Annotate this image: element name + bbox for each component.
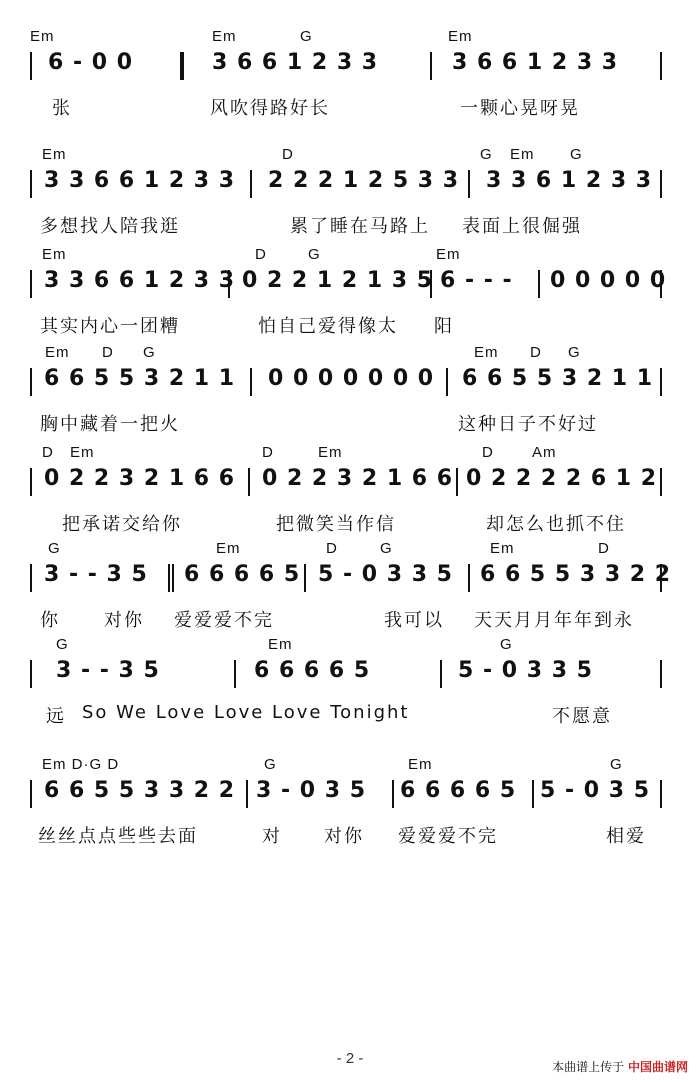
barline: [182, 52, 184, 80]
lyric-line: 把微笑当作信: [276, 514, 396, 535]
lyric-line: 对你: [324, 826, 364, 847]
lyric-line: 天天月月年年到永: [474, 610, 634, 631]
lyric-line: 这种日子不好过: [458, 414, 598, 435]
chord-symbol: Em: [30, 28, 55, 45]
lyric-line: 把承诺交给你: [62, 514, 182, 535]
score-system: [0, 756, 700, 846]
barline: [430, 52, 432, 80]
source-credit: [552, 1058, 688, 1075]
score-system: [0, 344, 700, 434]
score-system: [0, 636, 700, 726]
chord-symbol: G: [500, 636, 513, 653]
notation-measure: 5 - 0 3 5: [540, 778, 650, 803]
notation-measure: 6 - - -: [440, 268, 513, 293]
lyric-line: 多想找人陪我逛: [40, 216, 180, 237]
lyric-line: 其实内心一团糟: [40, 316, 180, 337]
score-system: [0, 540, 700, 630]
chord-symbol: G: [480, 146, 493, 163]
chord-symbol: Em: [436, 246, 461, 263]
barline: [248, 468, 250, 496]
notation-measure: 3 6 6 1 2 3 3: [452, 50, 619, 75]
notation-measure: 6 - 0 0: [48, 50, 134, 75]
barline: [538, 270, 540, 298]
chord-symbol: Em: [408, 756, 433, 773]
chord-symbol: D: [262, 444, 274, 461]
lyric-line: 胸中藏着一把火: [40, 414, 180, 435]
chord-symbol: G: [48, 540, 61, 557]
lyric-line: 对你: [104, 610, 144, 631]
notation-measure: 3 3 6 6 1 2 3 3: [44, 168, 236, 193]
chord-symbol: G: [300, 28, 313, 45]
chord-symbol: D: [326, 540, 338, 557]
score-system: [0, 246, 700, 336]
lyric-line: 累了睡在马路上: [290, 216, 430, 237]
barline: [456, 468, 458, 496]
notation-measure: 6 6 5 5 3 3 2 2: [480, 562, 672, 587]
barline: [660, 660, 662, 688]
chord-symbol: Em: [45, 344, 70, 361]
notation-measure: 3 6 6 1 2 3 3: [212, 50, 379, 75]
notation-measure: 2 2 2 1 2 5 3 3: [268, 168, 460, 193]
chord-symbol: D: [482, 444, 494, 461]
notation-measure: 0 2 2 3 2 1 6 6: [262, 466, 454, 491]
lyric-line: 张: [52, 98, 72, 119]
barline: [532, 780, 534, 808]
barline: [660, 468, 662, 496]
notation-measure: 5 - 0 3 3 5: [458, 658, 593, 683]
lyric-line: 我可以: [384, 610, 444, 631]
barline: [30, 564, 32, 592]
lyric-line: So We Love Love Love Tonight: [82, 702, 410, 723]
barline: [660, 368, 662, 396]
barline: [660, 780, 662, 808]
chord-symbol: Em: [318, 444, 343, 461]
score-system: [0, 28, 700, 118]
chord-symbol: G: [143, 344, 156, 361]
chord-symbol: Em: [448, 28, 473, 45]
chord-symbol: D: [282, 146, 294, 163]
lyric-line: 爱爱爱不完: [398, 826, 498, 847]
chord-symbol: D: [42, 444, 54, 461]
notation-measure: 0 0 0 0 0 0 0: [268, 366, 435, 391]
notation-measure: 3 3 6 6 1 2 3 3: [44, 268, 236, 293]
score-system: [0, 444, 700, 534]
barline: [392, 780, 394, 808]
notation-measure: 5 - 0 3 3 5: [318, 562, 453, 587]
lyric-line: 不愿意: [552, 706, 612, 727]
barline: [30, 660, 32, 688]
lyric-line: 怕自己爱得像太: [258, 316, 398, 337]
barline: [172, 564, 174, 592]
chord-symbol: Em: [42, 246, 67, 263]
lyric-line: 远: [46, 706, 66, 727]
chord-symbol: Em: [216, 540, 241, 557]
chord-symbol: Em: [268, 636, 293, 653]
source-brand: 中国曲谱网: [627, 1060, 688, 1074]
chord-symbol: G: [568, 344, 581, 361]
source-label: 本曲谱上传于: [552, 1060, 625, 1074]
chord-symbol: G: [264, 756, 277, 773]
notation-measure: 0 2 2 3 2 1 6 6: [44, 466, 236, 491]
chord-symbol: Em: [42, 146, 67, 163]
chord-symbol: Em: [490, 540, 515, 557]
notation-measure: 3 - - 3 5: [56, 658, 160, 683]
barline: [168, 564, 170, 592]
chord-symbol: G: [610, 756, 623, 773]
barline: [468, 170, 470, 198]
chord-symbol: D: [598, 540, 610, 557]
barline: [30, 780, 32, 808]
barline: [30, 468, 32, 496]
notation-measure: 6 6 5 5 3 2 1 1: [44, 366, 236, 391]
lyric-line: 对: [262, 826, 282, 847]
barline: [30, 170, 32, 198]
notation-measure: 6 6 5 5 3 2 1 1: [462, 366, 654, 391]
barline: [660, 52, 662, 80]
lyric-line: 一颗心晃呀晃: [460, 98, 580, 119]
barline: [30, 368, 32, 396]
barline: [30, 52, 32, 80]
lyric-line: 阳: [434, 316, 454, 337]
chord-symbol: D: [102, 344, 114, 361]
notation-measure: 6 6 6 6 5: [254, 658, 371, 683]
notation-measure: 6 6 6 6 5: [184, 562, 301, 587]
lyric-line: 丝丝点点些些去面: [38, 826, 198, 847]
chord-symbol: Em: [510, 146, 535, 163]
barline: [30, 270, 32, 298]
chord-symbol: G: [56, 636, 69, 653]
notation-measure: 0 2 2 1 2 1 3 5: [242, 268, 434, 293]
notation-measure: 6 6 5 5 3 3 2 2: [44, 778, 236, 803]
chord-symbol: D: [530, 344, 542, 361]
notation-measure: 3 - 0 3 5: [256, 778, 366, 803]
notation-measure: 0 2 2 2 2 6 1 2: [466, 466, 658, 491]
chord-symbol: G: [308, 246, 321, 263]
lyric-line: 你: [40, 610, 60, 631]
chord-symbol: G: [380, 540, 393, 557]
barline: [660, 170, 662, 198]
notation-measure: 0 0 0 0 0: [550, 268, 667, 293]
barline: [468, 564, 470, 592]
chord-symbol: Am: [532, 444, 557, 461]
barline: [234, 660, 236, 688]
lyric-line: 爱爱爱不完: [174, 610, 274, 631]
chord-symbol: Em: [212, 28, 237, 45]
lyric-line: 风吹得路好长: [210, 98, 330, 119]
chord-symbol: G: [570, 146, 583, 163]
score-system: [0, 146, 700, 236]
barline: [446, 368, 448, 396]
lyric-line: 相爱: [606, 826, 646, 847]
barline: [250, 368, 252, 396]
barline: [304, 564, 306, 592]
chord-symbol: D: [255, 246, 267, 263]
page-number: - 2 -: [336, 1050, 364, 1067]
notation-measure: 3 - - 3 5: [44, 562, 148, 587]
barline: [250, 170, 252, 198]
chord-symbol: Em: [70, 444, 95, 461]
chord-symbol: Em D·G D: [42, 756, 120, 773]
notation-measure: 6 6 6 6 5: [400, 778, 517, 803]
notation-measure: 3 3 6 1 2 3 3: [486, 168, 653, 193]
barline: [440, 660, 442, 688]
barline: [246, 780, 248, 808]
lyric-line: 却怎么也抓不住: [486, 514, 626, 535]
lyric-line: 表面上很倔强: [462, 216, 582, 237]
chord-symbol: Em: [474, 344, 499, 361]
